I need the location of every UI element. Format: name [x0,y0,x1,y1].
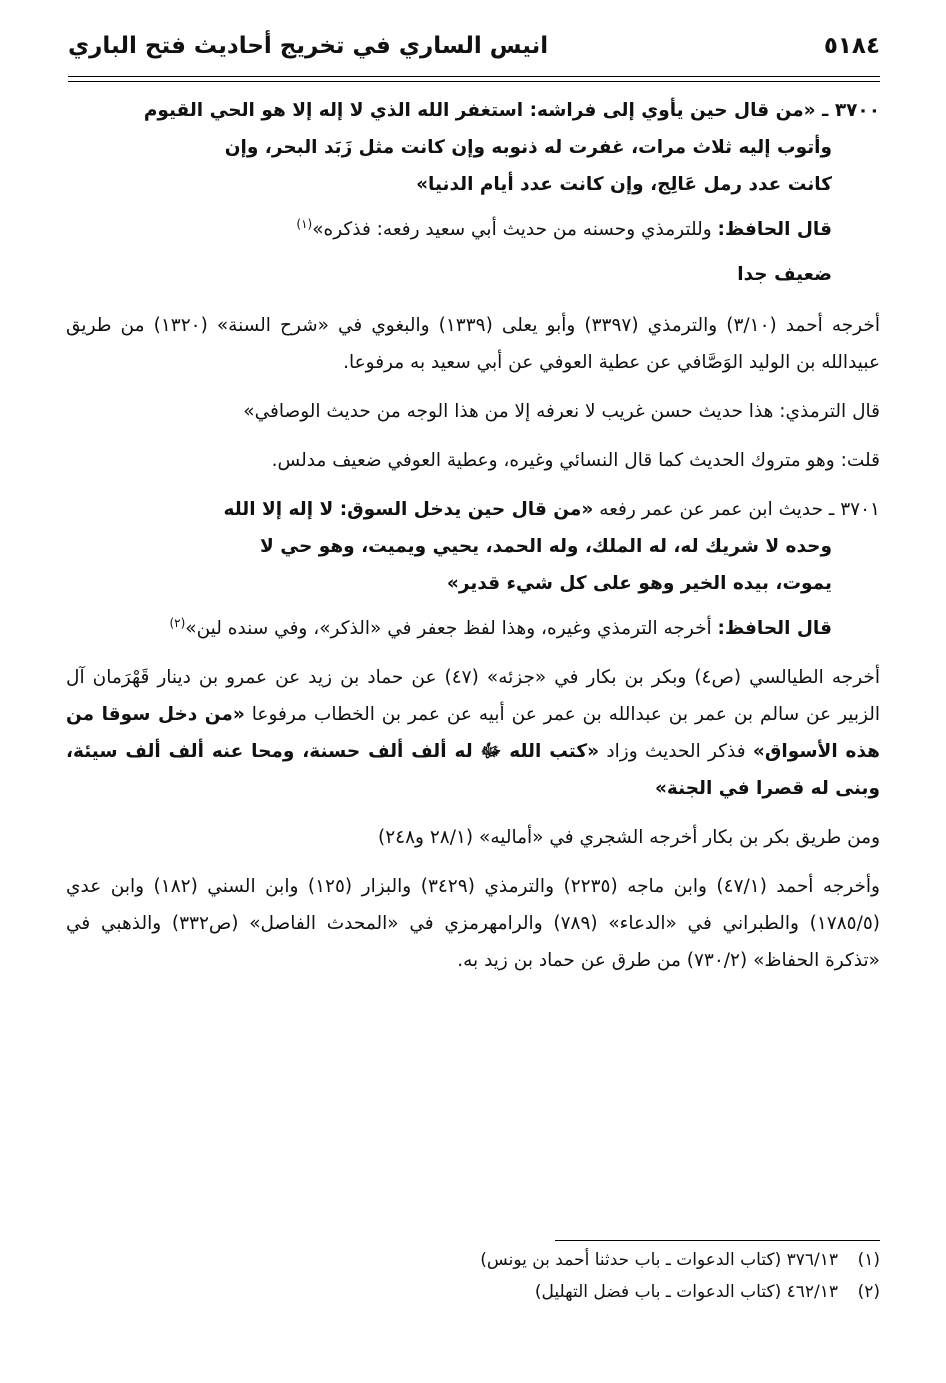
hadith-3700-line-1: ٣٧٠٠ ـ «من قال حين يأوي إلى فراشه: استغفر الله الذي لا إله إلا هو الحي القيوم [143,100,880,121]
footnote-ref-1: (١) [296,216,313,231]
footnote-1 [66,1244,880,1276]
takhrij-text: فذكر الحديث وزاد [599,741,753,762]
footnote-separator [555,1240,880,1241]
footnote-number: (٢) [857,1282,880,1302]
hadith-grade: ضعيف جدا [737,264,832,285]
takhrij-3701-a [66,659,880,807]
hafiz-label: قال الحافظ: [717,219,832,240]
book-title: انيس الساري في تخريج أحاديث فتح الباري [68,32,549,59]
quoted-matn: «من دخل سوقا من هذه الأسواق» [66,704,880,762]
takhrij-3700: أخرجه أحمد (٣/١٠) والترمذي (٣٣٩٧) وأبو يعلى (١٣٣٩) والبغوي في «شرح السنة» (١٣٢٠) من طريق عبيدالله بن الوليد الوَصَّافي عن عطية العوفي عن أبي سعيد به مرفوعا. [66,315,880,373]
footnote-text: ٤٦٢/١٣ (كتاب الدعوات ـ باب فضل التهليل) [534,1282,838,1302]
main-text [66,92,880,991]
footnote-number: (١) [857,1250,880,1270]
hafiz-comment-3700 [66,211,880,248]
running-header [68,22,880,70]
hadith-3701-line-3: يموت، بيده الخير وهو على كل شيء قدير» [446,573,832,594]
tirmidhi-comment: قال الترمذي: هذا حديث حسن غريب لا نعرفه إلا من هذا الوجه من حديث الوصافي» [243,401,880,422]
hadith-3700-line-3: كانت عدد رمل عَالِج، وإن كانت عدد أيام الدنيا» [416,174,832,195]
footnote-2 [66,1276,880,1308]
hadith-3701-intro: ٣٧٠١ ـ حديث ابن عمر عن عمر رفعه [593,499,880,520]
qultu-comment: قلت: وهو متروك الحديث كما قال النسائي وغيره، وعطية العوفي ضعيف مدلس. [271,450,880,471]
takhrij-3701-c: وأخرجه أحمد (٤٧/١) وابن ماجه (٢٢٣٥) والترمذي (٣٤٢٩) والبزار (١٢٥) وابن السني (١٨٢) وابن عدي (١٧٨٥/٥) والطبراني في «الدعاء» (٧٨٩) والرامهرمزي في «المحدث الفاصل» (ص٣٣٢) والذهبي في «تذكرة الحفاظ» (٧٣٠/٢) من طرق عن حماد بن زيد به. [66,876,881,971]
hadith-3701-text [66,491,880,602]
header-rule-top [68,76,880,77]
hafiz-text: أخرجه الترمذي وغيره، وهذا لفظ جعفر في «الذكر»، وفي سنده لين» [185,618,712,639]
quoted-addition: «كتب الله ﷻ له ألف ألف حسنة، ومحا عنه ألف ألف سيئة، وبنى له قصرا في الجنة» [66,741,880,799]
takhrij-3701-b: ومن طريق بكر بن بكار أخرجه الشجري في «أماليه» (٢٨/١ و٢٤٨) [378,827,880,848]
hadith-3700-text [66,92,880,203]
takhrij-text: أخرجه الطيالسي (ص٤) وبكر بن بكار في «جزئه» (٤٧) عن حماد بن زيد عن عمرو بن دينار قَهْرَمان آل الزبير عن سالم بن عمر بن عبدالله بن عمر عن أبيه عن عمر بن الخطاب مرفوعا [66,667,881,725]
hadith-3700-line-2: وأتوب إليه ثلاث مرات، غفرت له ذنوبه وإن كانت مثل زَبَد البحر، وإن [224,137,832,158]
hafiz-text: وللترمذي وحسنه من حديث أبي سعيد رفعه: فذكره» [312,219,712,240]
hafiz-label: قال الحافظ: [717,618,832,639]
hadith-3701-line-1 [66,491,880,528]
page-number: ٥١٨٤ [823,32,880,59]
footnotes [66,1244,880,1308]
header-rule-bottom [68,81,880,82]
footnote-ref-2: (٢) [169,615,186,630]
hadith-3701-matn-start: «من قال حين يدخل السوق: لا إله إلا الله [223,499,594,520]
hadith-3701-line-2: وحده لا شريك له، له الملك، وله الحمد، يحيي ويميت، وهو حي لا [260,536,832,557]
footnote-text: ٣٧٦/١٣ (كتاب الدعوات ـ باب حدثنا أحمد بن يونس) [480,1250,838,1270]
hafiz-comment-3701 [66,610,880,647]
